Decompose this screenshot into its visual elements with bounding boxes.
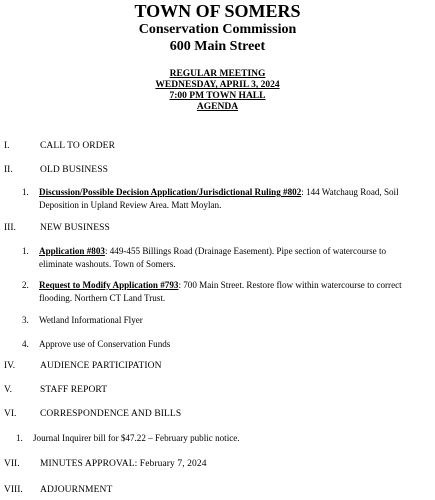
item-number: 1. bbox=[16, 433, 23, 443]
section-title: ADJOURNMENT bbox=[40, 485, 113, 495]
section-title: MINUTES APPROVAL: February 7, 2024 bbox=[40, 459, 207, 469]
item-number: 1. bbox=[22, 246, 29, 256]
section-title: STAFF REPORT bbox=[40, 385, 108, 395]
item-description: : 700 Main Street. Restore flow within watercourse to correct flooding. Northern CT Land Trust. bbox=[39, 280, 402, 303]
item-number: 1. bbox=[22, 187, 29, 197]
section-number: III. bbox=[4, 223, 16, 233]
item-label: Application #803 bbox=[39, 246, 105, 256]
meeting-time-place: 7:00 PM TOWN HALL bbox=[169, 91, 266, 101]
town-title: TOWN OF SOMERS bbox=[134, 1, 301, 21]
section-number: VI. bbox=[4, 409, 17, 419]
item-text bbox=[39, 279, 419, 305]
item-label: Request to Modify Application #793 bbox=[39, 280, 179, 290]
section-title: NEW BUSINESS bbox=[40, 223, 110, 233]
item-number: 3. bbox=[22, 315, 29, 325]
section-number: I. bbox=[4, 141, 10, 151]
item-text bbox=[33, 432, 413, 445]
section-title: CALL TO ORDER bbox=[40, 141, 116, 151]
section-number: VIII. bbox=[4, 485, 23, 495]
item-description: : 449-455 Billings Road (Drainage Easement). Pipe section of watercourse to eliminate washouts. Town of Somers. bbox=[39, 246, 387, 269]
commission-title: Conservation Commission bbox=[138, 22, 297, 37]
item-description: Approve use of Conservation Funds bbox=[39, 339, 171, 349]
item-text bbox=[39, 314, 419, 327]
item-description: Wetland Informational Flyer bbox=[39, 315, 143, 325]
item-text bbox=[39, 245, 419, 271]
item-number: 2. bbox=[22, 280, 29, 290]
section-title: AUDIENCE PARTICIPATION bbox=[40, 361, 162, 371]
section-title: OLD BUSINESS bbox=[40, 165, 108, 175]
item-description: : 144 Watchaug Road, Soil Deposition in Upland Review Area. Matt Moylan. bbox=[39, 187, 399, 210]
item-label: Discussion/Possible Decision Application/Jurisdictional Ruling #802 bbox=[39, 187, 302, 197]
address-line: 600 Main Street bbox=[169, 39, 266, 54]
item-number: 4. bbox=[22, 339, 29, 349]
item-text bbox=[39, 186, 419, 212]
section-title: CORRESPONDENCE AND BILLS bbox=[40, 409, 182, 419]
section-number: II. bbox=[4, 165, 13, 175]
agenda-heading: AGENDA bbox=[196, 102, 239, 112]
section-number: VII. bbox=[4, 459, 20, 469]
item-description: Journal Inquirer bill for $47.22 – February public notice. bbox=[33, 433, 240, 443]
item-text bbox=[39, 338, 419, 351]
section-number: V. bbox=[4, 385, 13, 395]
meeting-type: REGULAR MEETING bbox=[169, 69, 266, 79]
section-number: IV. bbox=[4, 361, 16, 371]
meeting-date: WEDNESDAY, APRIL 3, 2024 bbox=[155, 80, 280, 90]
